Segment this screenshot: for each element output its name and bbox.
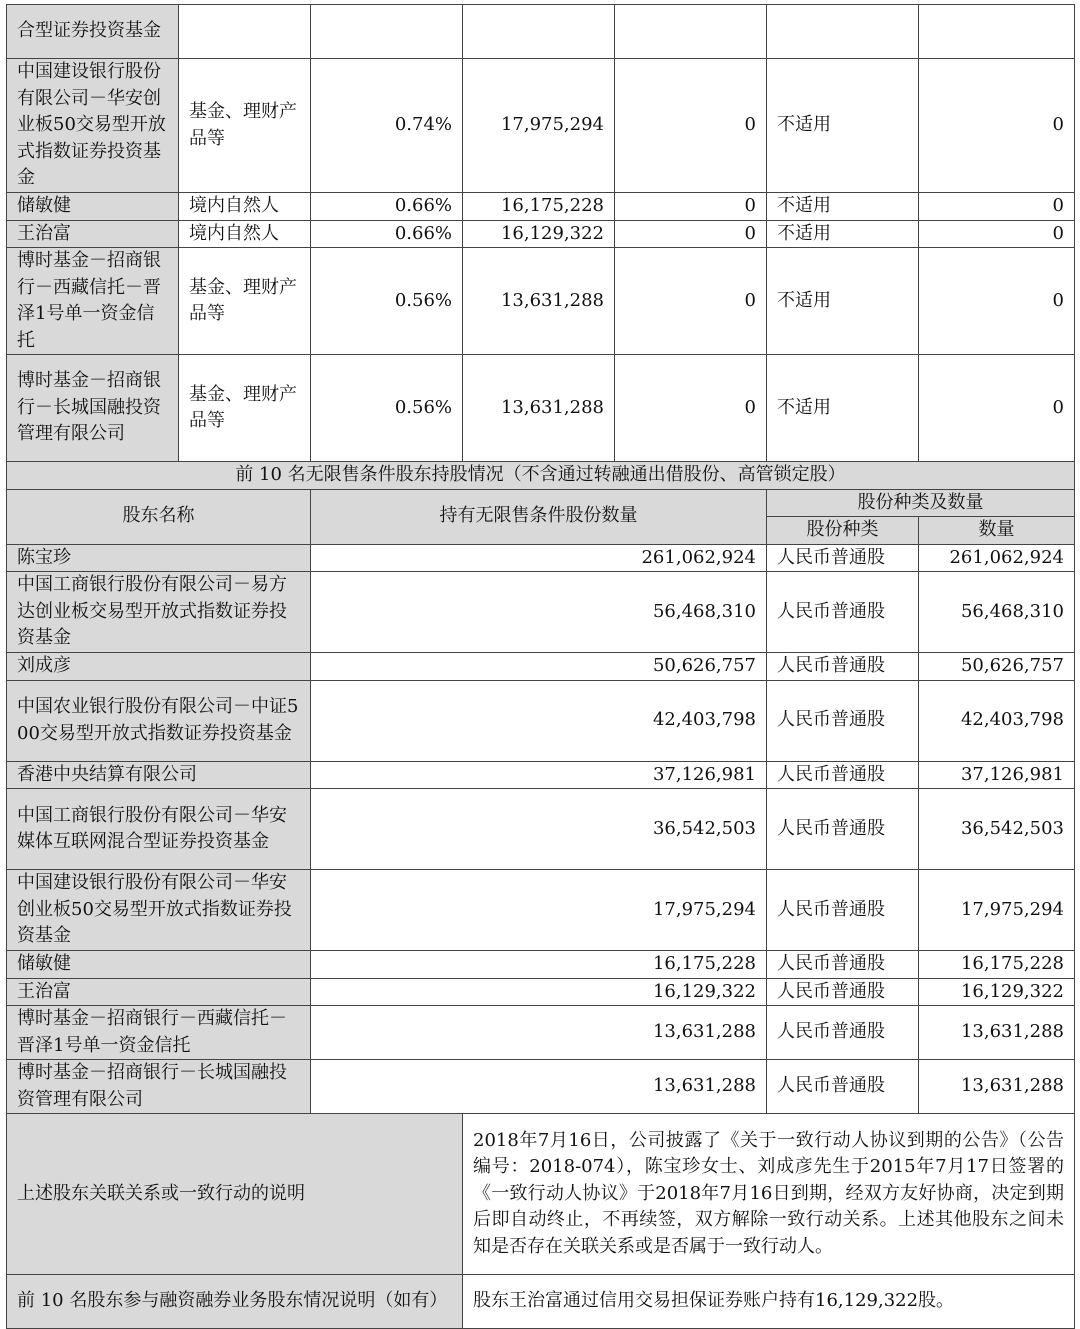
share-type: 人民币普通股 xyxy=(767,870,919,951)
restricted-shares: 0 xyxy=(615,220,767,248)
holding-shares xyxy=(463,5,615,59)
top-row xyxy=(7,59,1075,193)
shareholder-name: 王治富 xyxy=(7,220,179,248)
share-type: 人民币普通股 xyxy=(767,789,919,870)
share-quantity: 17,975,294 xyxy=(919,870,1075,951)
header-shareholder-name: 股东名称 xyxy=(7,489,311,544)
holding-ratio: 0.56% xyxy=(311,355,463,462)
share-quantity: 37,126,981 xyxy=(919,761,1075,789)
share-type: 人民币普通股 xyxy=(767,1060,919,1114)
shareholder-name: 博时基金－招商银行－长城国融投资管理有限公司 xyxy=(7,1060,311,1114)
shareholder-name: 中国建设银行股份有限公司－华安创业板50交易型开放式指数证券投资基金 xyxy=(7,59,179,193)
note-row xyxy=(7,1114,1075,1275)
pledge-quantity: 0 xyxy=(919,248,1075,355)
pledge-status: 不适用 xyxy=(767,59,919,193)
pledge-status: 不适用 xyxy=(767,220,919,248)
header-row xyxy=(7,489,1075,517)
share-quantity: 16,175,228 xyxy=(919,951,1075,979)
header-share-type-group: 股份种类及数量 xyxy=(767,489,1075,517)
table-row xyxy=(7,870,1075,951)
share-quantity: 13,631,288 xyxy=(919,1060,1075,1114)
shareholder-type: 基金、理财产品等 xyxy=(179,355,311,462)
top-row xyxy=(7,5,1075,59)
note-row xyxy=(7,1275,1075,1329)
pledge-status: 不适用 xyxy=(767,193,919,221)
share-quantity: 13,631,288 xyxy=(919,1006,1075,1060)
share-type: 人民币普通股 xyxy=(767,951,919,979)
shareholder-name: 香港中央结算有限公司 xyxy=(7,761,311,789)
share-type: 人民币普通股 xyxy=(767,1006,919,1060)
shareholder-name: 储敏健 xyxy=(7,951,311,979)
shareholder-name: 刘成彦 xyxy=(7,653,311,681)
holding-shares: 17,975,294 xyxy=(463,59,615,193)
unrestricted-shares: 56,468,310 xyxy=(311,572,767,653)
unrestricted-shares: 16,175,228 xyxy=(311,951,767,979)
share-type: 人民币普通股 xyxy=(767,680,919,761)
shareholder-name: 中国工商银行股份有限公司－易方达创业板交易型开放式指数证券投资基金 xyxy=(7,572,311,653)
unrestricted-shares: 36,542,503 xyxy=(311,789,767,870)
header-unrestricted-shares: 持有无限售条件股份数量 xyxy=(311,489,767,544)
shareholder-type: 境内自然人 xyxy=(179,193,311,221)
shareholder-type: 基金、理财产品等 xyxy=(179,248,311,355)
holding-shares: 16,129,322 xyxy=(463,220,615,248)
pledge-status: 不适用 xyxy=(767,355,919,462)
unrestricted-shares: 50,626,757 xyxy=(311,653,767,681)
note-text: 股东王治富通过信用交易担保证券账户持有16,129,322股。 xyxy=(463,1275,1075,1329)
pledge-status xyxy=(767,5,919,59)
restricted-shares: 0 xyxy=(615,193,767,221)
shareholder-name: 储敏健 xyxy=(7,193,179,221)
shareholder-name: 博时基金－招商银行－西藏信托－晋泽1号单一资金信托 xyxy=(7,248,179,355)
shareholder-type xyxy=(179,5,311,59)
shareholder-name: 陈宝珍 xyxy=(7,544,311,572)
share-quantity: 16,129,322 xyxy=(919,978,1075,1006)
header-share-type: 股份种类 xyxy=(767,517,919,545)
pledge-quantity: 0 xyxy=(919,355,1075,462)
table-row xyxy=(7,653,1075,681)
pledge-quantity: 0 xyxy=(919,59,1075,193)
top-row xyxy=(7,220,1075,248)
unrestricted-shares: 37,126,981 xyxy=(311,761,767,789)
note-label: 前 10 名股东参与融资融券业务股东情况说明（如有） xyxy=(7,1275,463,1329)
shareholder-name: 王治富 xyxy=(7,978,311,1006)
share-type: 人民币普通股 xyxy=(767,653,919,681)
holding-ratio: 0.66% xyxy=(311,220,463,248)
holding-ratio: 0.74% xyxy=(311,59,463,193)
restricted-shares xyxy=(615,5,767,59)
share-type: 人民币普通股 xyxy=(767,761,919,789)
restricted-shares: 0 xyxy=(615,248,767,355)
share-type: 人民币普通股 xyxy=(767,572,919,653)
table-row xyxy=(7,789,1075,870)
table-row xyxy=(7,978,1075,1006)
table-row xyxy=(7,572,1075,653)
share-quantity: 50,626,757 xyxy=(919,653,1075,681)
shareholder-type: 基金、理财产品等 xyxy=(179,59,311,193)
holding-ratio: 0.66% xyxy=(311,193,463,221)
unrestricted-shares: 13,631,288 xyxy=(311,1006,767,1060)
shareholder-type: 境内自然人 xyxy=(179,220,311,248)
shareholder-name: 中国建设银行股份有限公司－华安创业板50交易型开放式指数证券投资基金 xyxy=(7,870,311,951)
table-row xyxy=(7,1060,1075,1114)
unrestricted-shares: 42,403,798 xyxy=(311,680,767,761)
restricted-shares: 0 xyxy=(615,59,767,193)
restricted-shares: 0 xyxy=(615,355,767,462)
section-title-row xyxy=(7,462,1075,490)
holding-ratio xyxy=(311,5,463,59)
shareholder-name: 中国农业银行股份有限公司－中证500交易型开放式指数证券投资基金 xyxy=(7,680,311,761)
share-quantity: 42,403,798 xyxy=(919,680,1075,761)
share-quantity: 56,468,310 xyxy=(919,572,1075,653)
unrestricted-shares: 13,631,288 xyxy=(311,1060,767,1114)
shareholder-name: 中国工商银行股份有限公司－华安媒体互联网混合型证券投资基金 xyxy=(7,789,311,870)
share-quantity: 261,062,924 xyxy=(919,544,1075,572)
table-row xyxy=(7,1006,1075,1060)
share-quantity: 36,542,503 xyxy=(919,789,1075,870)
pledge-status: 不适用 xyxy=(767,248,919,355)
shareholder-table xyxy=(6,4,1075,1329)
shareholder-name: 博时基金－招商银行－长城国融投资管理有限公司 xyxy=(7,355,179,462)
share-type: 人民币普通股 xyxy=(767,544,919,572)
holding-shares: 13,631,288 xyxy=(463,248,615,355)
unrestricted-shares: 261,062,924 xyxy=(311,544,767,572)
pledge-quantity xyxy=(919,5,1075,59)
holding-shares: 13,631,288 xyxy=(463,355,615,462)
shareholder-document xyxy=(6,4,1074,1329)
table-row xyxy=(7,544,1075,572)
header-quantity: 数量 xyxy=(919,517,1075,545)
pledge-quantity: 0 xyxy=(919,193,1075,221)
unrestricted-shares: 16,129,322 xyxy=(311,978,767,1006)
note-label: 上述股东关联关系或一致行动的说明 xyxy=(7,1114,463,1275)
top-row xyxy=(7,355,1075,462)
pledge-quantity: 0 xyxy=(919,220,1075,248)
unrestricted-shares: 17,975,294 xyxy=(311,870,767,951)
table-row xyxy=(7,680,1075,761)
section-title: 前 10 名无限售条件股东持股情况（不含通过转融通出借股份、高管锁定股） xyxy=(7,462,1075,490)
table-row xyxy=(7,761,1075,789)
holding-ratio: 0.56% xyxy=(311,248,463,355)
note-text: 2018年7月16日，公司披露了《关于一致行动人协议到期的公告》（公告编号：2018-074），陈宝珍女士、刘成彦先生于2015年7月17日签署的《一致行动人协议》于2018年7月16日到期，经双方友好协商，决定到期后即自动终止，不再续签，双方解除一致行动关系。上述其他股东之间未知是否存在关联关系或是否属于一致行动人。 xyxy=(463,1114,1075,1275)
holding-shares: 16,175,228 xyxy=(463,193,615,221)
top-row xyxy=(7,193,1075,221)
shareholder-name: 博时基金－招商银行－西藏信托－晋泽1号单一资金信托 xyxy=(7,1006,311,1060)
shareholder-name: 合型证券投资基金 xyxy=(7,5,179,59)
table-row xyxy=(7,951,1075,979)
share-type: 人民币普通股 xyxy=(767,978,919,1006)
top-row xyxy=(7,248,1075,355)
